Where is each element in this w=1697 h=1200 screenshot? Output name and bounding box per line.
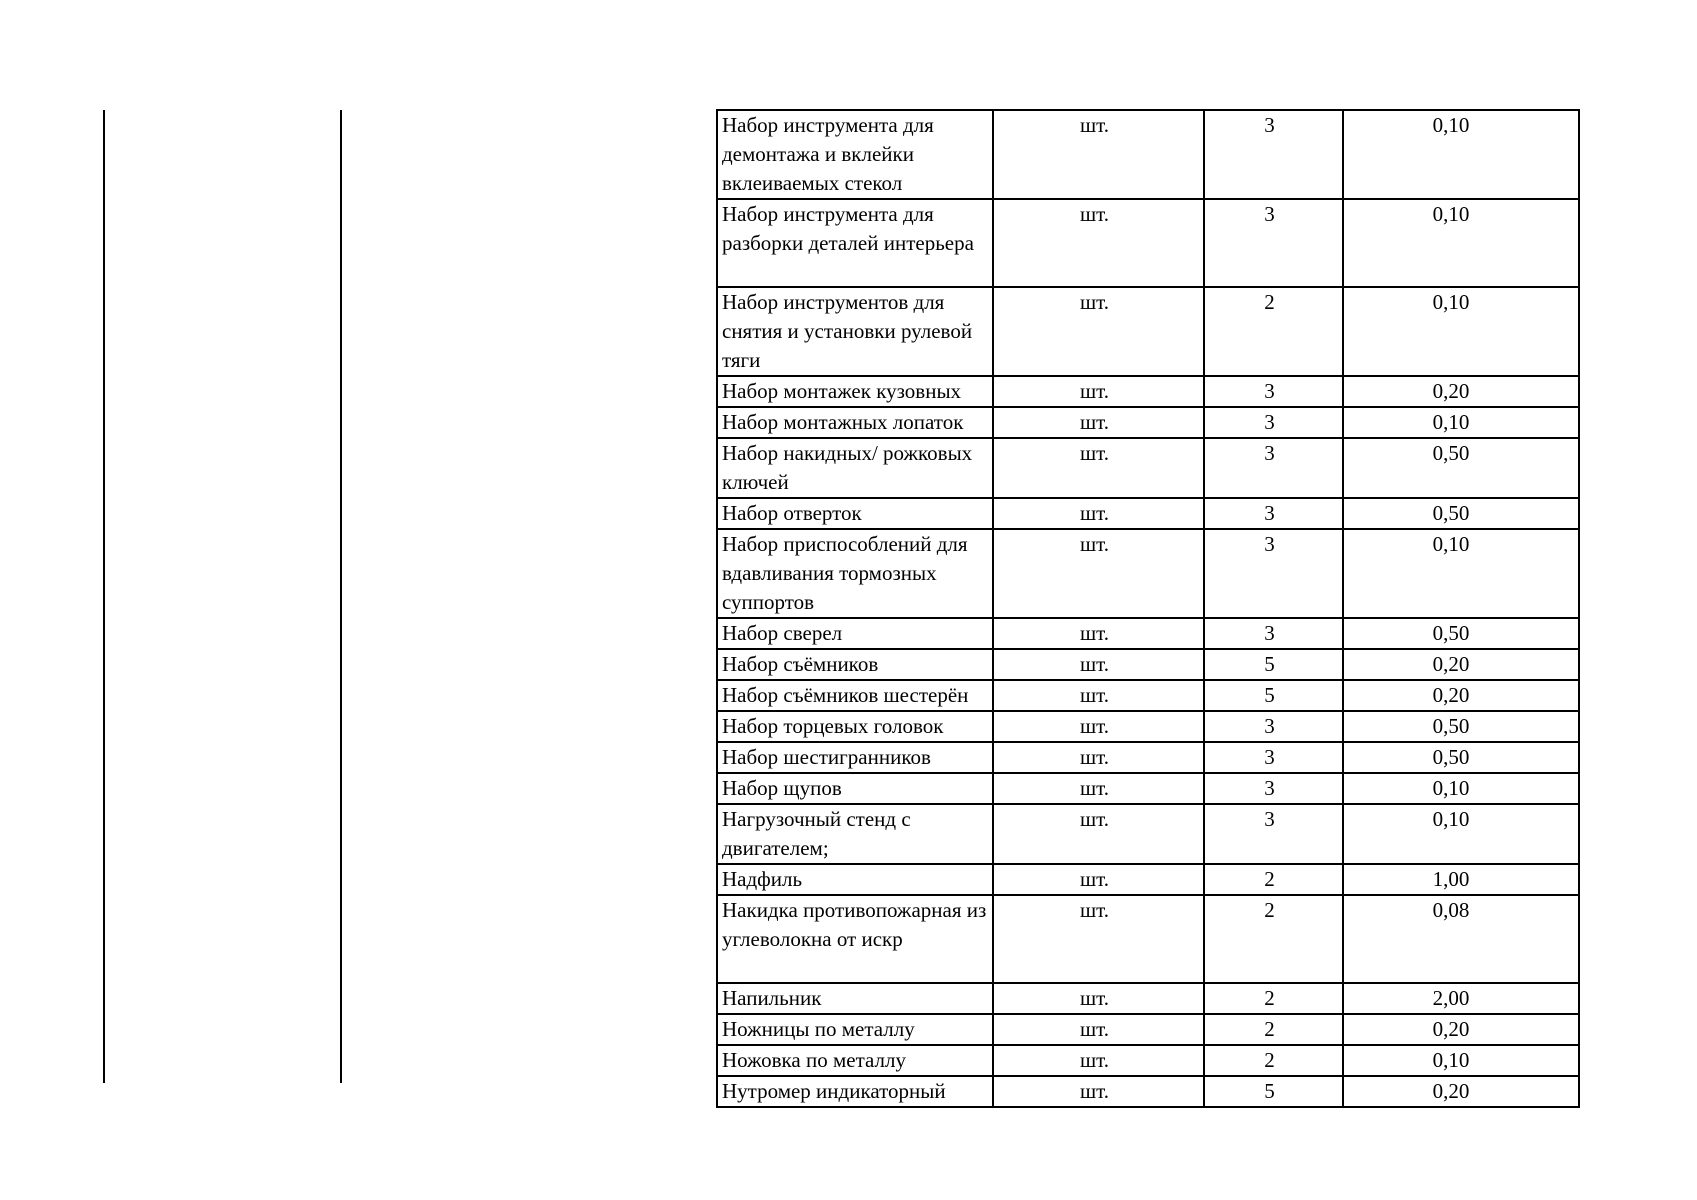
unit-cell	[993, 407, 1204, 438]
item-name-cell	[717, 529, 993, 618]
norm-cell-text: 0,20	[1432, 1079, 1470, 1103]
norm-cell-text: 0,10	[1432, 113, 1470, 137]
item-name-cell-text: Нагрузочный стенд с двигателем;	[722, 807, 911, 860]
unit-cell	[993, 804, 1204, 864]
item-name-cell	[717, 804, 993, 864]
quantity-cell	[1204, 864, 1343, 895]
quantity-cell	[1204, 773, 1343, 804]
item-name-cell-text: Нутромер индикаторный	[722, 1079, 946, 1103]
quantity-cell	[1204, 287, 1343, 376]
table-row	[717, 804, 1579, 864]
quantity-cell-text: 3	[1264, 501, 1275, 525]
quantity-cell	[1204, 1014, 1343, 1045]
table-row	[717, 287, 1579, 376]
table-row	[717, 649, 1579, 680]
item-name-cell-text: Ножницы по металлу	[722, 1017, 915, 1041]
table-row	[717, 407, 1579, 438]
unit-cell	[993, 287, 1204, 376]
item-name-cell	[717, 287, 993, 376]
norm-cell-text: 0,10	[1432, 807, 1470, 831]
norm-cell	[1343, 618, 1579, 649]
unit-cell-text: шт.	[1079, 898, 1110, 922]
unit-cell-text: шт.	[1079, 501, 1110, 525]
item-name-cell	[717, 773, 993, 804]
item-name-cell-text: Набор инструмента для разборки деталей интерьера	[722, 202, 974, 255]
norm-cell	[1343, 742, 1579, 773]
norm-cell-text: 0,50	[1432, 441, 1470, 465]
unit-cell-text: шт.	[1079, 1017, 1110, 1041]
item-name-cell-text: Набор съёмников шестерён	[722, 683, 969, 707]
quantity-cell	[1204, 895, 1343, 983]
item-name-cell-text: Набор накидных/ рожковых ключей	[722, 441, 973, 494]
quantity-cell	[1204, 680, 1343, 711]
unit-cell	[993, 498, 1204, 529]
norm-cell-text: 0,50	[1432, 745, 1470, 769]
item-name-cell-text: Набор сверел	[722, 621, 843, 645]
norm-cell-text: 0,10	[1432, 410, 1470, 434]
quantity-cell-text: 2	[1264, 898, 1275, 922]
item-name-cell-text: Накидка противопожарная из углеволокна от искр	[722, 898, 987, 951]
quantity-cell	[1204, 407, 1343, 438]
table-row	[717, 864, 1579, 895]
norm-cell-text: 0,20	[1432, 683, 1470, 707]
unit-cell-text: шт.	[1079, 621, 1110, 645]
item-name-cell-text: Набор шестигранников	[722, 745, 931, 769]
table-row	[717, 498, 1579, 529]
item-name-cell-text: Набор инструментов для снятия и установки рулевой тяги	[722, 290, 973, 372]
norm-cell	[1343, 773, 1579, 804]
unit-cell	[993, 438, 1204, 498]
item-name-cell	[717, 110, 993, 199]
unit-cell-text: шт.	[1079, 441, 1110, 465]
quantity-cell	[1204, 649, 1343, 680]
unit-cell-text: шт.	[1079, 113, 1110, 137]
item-name-cell	[717, 1045, 993, 1076]
item-name-cell-text: Надфиль	[722, 867, 803, 891]
unit-cell	[993, 983, 1204, 1014]
item-name-cell	[717, 1076, 993, 1107]
quantity-cell-text: 2	[1264, 1017, 1275, 1041]
item-name-cell	[717, 742, 993, 773]
item-name-cell-text: Набор монтажных лопаток	[722, 410, 964, 434]
unit-cell	[993, 376, 1204, 407]
table-row	[717, 529, 1579, 618]
unit-cell	[993, 1076, 1204, 1107]
table-row	[717, 1076, 1579, 1107]
quantity-cell-text: 3	[1264, 441, 1275, 465]
quantity-cell-text: 3	[1264, 776, 1275, 800]
norm-cell	[1343, 376, 1579, 407]
item-name-cell	[717, 1014, 993, 1045]
unit-cell	[993, 680, 1204, 711]
unit-cell	[993, 1014, 1204, 1045]
norm-cell	[1343, 110, 1579, 199]
unit-cell	[993, 529, 1204, 618]
quantity-cell	[1204, 983, 1343, 1014]
item-name-cell	[717, 711, 993, 742]
unit-cell	[993, 618, 1204, 649]
table-row	[717, 618, 1579, 649]
table-row	[717, 983, 1579, 1014]
unit-cell	[993, 711, 1204, 742]
norm-cell-text: 0,20	[1432, 379, 1470, 403]
quantity-cell	[1204, 618, 1343, 649]
unit-cell-text: шт.	[1079, 986, 1110, 1010]
norm-cell	[1343, 1045, 1579, 1076]
quantity-cell	[1204, 1076, 1343, 1107]
item-name-cell	[717, 199, 993, 287]
item-name-cell-text: Ножовка по металлу	[722, 1048, 906, 1072]
norm-cell-text: 0,50	[1432, 501, 1470, 525]
table-row	[717, 1014, 1579, 1045]
quantity-cell	[1204, 199, 1343, 287]
unit-cell-text: шт.	[1079, 1048, 1110, 1072]
item-name-cell-text: Набор щупов	[722, 776, 842, 800]
item-name-cell-text: Набор отверток	[722, 501, 862, 525]
item-name-cell	[717, 376, 993, 407]
quantity-cell-text: 2	[1264, 290, 1275, 314]
item-name-cell-text: Набор торцевых головок	[722, 714, 944, 738]
item-name-cell	[717, 864, 993, 895]
unit-cell-text: шт.	[1079, 714, 1110, 738]
quantity-cell	[1204, 529, 1343, 618]
unit-cell	[993, 742, 1204, 773]
item-name-cell	[717, 983, 993, 1014]
table-row	[717, 110, 1579, 199]
unit-cell-text: шт.	[1079, 867, 1110, 891]
quantity-cell	[1204, 110, 1343, 199]
quantity-cell-text: 2	[1264, 1048, 1275, 1072]
quantity-cell-text: 2	[1264, 867, 1275, 891]
quantity-cell	[1204, 1045, 1343, 1076]
item-name-cell-text: Набор приспособлений для вдавливания тормозных суппортов	[722, 532, 968, 614]
norm-cell-text: 0,20	[1432, 1017, 1470, 1041]
norm-cell	[1343, 649, 1579, 680]
quantity-cell	[1204, 376, 1343, 407]
norm-cell	[1343, 680, 1579, 711]
item-name-cell	[717, 895, 993, 983]
item-name-cell	[717, 498, 993, 529]
unit-cell-text: шт.	[1079, 532, 1110, 556]
unit-cell-text: шт.	[1079, 410, 1110, 434]
table-row	[717, 711, 1579, 742]
quantity-cell-text: 5	[1264, 683, 1275, 707]
equipment-table	[716, 109, 1580, 1108]
norm-cell-text: 0,10	[1432, 202, 1470, 226]
equipment-table-body	[717, 110, 1579, 1107]
norm-cell	[1343, 407, 1579, 438]
quantity-cell-text: 3	[1264, 745, 1275, 769]
norm-cell-text: 0,50	[1432, 714, 1470, 738]
quantity-cell-text: 3	[1264, 410, 1275, 434]
norm-cell	[1343, 983, 1579, 1014]
item-name-cell	[717, 680, 993, 711]
norm-cell-text: 0,50	[1432, 621, 1470, 645]
table-row	[717, 199, 1579, 287]
item-name-cell	[717, 618, 993, 649]
item-name-cell-text: Набор инструмента для демонтажа и вклейки вклеиваемых стекол	[722, 113, 934, 195]
quantity-cell-text: 5	[1264, 652, 1275, 676]
norm-cell	[1343, 438, 1579, 498]
unit-cell	[993, 649, 1204, 680]
norm-cell	[1343, 1076, 1579, 1107]
norm-cell	[1343, 711, 1579, 742]
norm-cell-text: 0,10	[1432, 290, 1470, 314]
norm-cell-text: 0,20	[1432, 652, 1470, 676]
quantity-cell-text: 3	[1264, 202, 1275, 226]
norm-cell	[1343, 804, 1579, 864]
quantity-cell-text: 3	[1264, 714, 1275, 738]
unit-cell-text: шт.	[1079, 745, 1110, 769]
table-row	[717, 742, 1579, 773]
norm-cell	[1343, 287, 1579, 376]
norm-cell	[1343, 199, 1579, 287]
quantity-cell	[1204, 438, 1343, 498]
unit-cell-text: шт.	[1079, 807, 1110, 831]
norm-cell-text: 0,10	[1432, 1048, 1470, 1072]
quantity-cell-text: 3	[1264, 807, 1275, 831]
unit-cell	[993, 773, 1204, 804]
quantity-cell	[1204, 804, 1343, 864]
norm-cell-text: 0,10	[1432, 532, 1470, 556]
unit-cell-text: шт.	[1079, 290, 1110, 314]
middle-column-border	[340, 110, 342, 1083]
norm-cell-text: 0,08	[1432, 898, 1470, 922]
norm-cell	[1343, 529, 1579, 618]
item-name-cell	[717, 407, 993, 438]
unit-cell	[993, 1045, 1204, 1076]
quantity-cell	[1204, 742, 1343, 773]
quantity-cell-text: 3	[1264, 113, 1275, 137]
item-name-cell	[717, 649, 993, 680]
quantity-cell-text: 5	[1264, 1079, 1275, 1103]
item-name-cell	[717, 438, 993, 498]
unit-cell	[993, 199, 1204, 287]
table-row	[717, 895, 1579, 983]
norm-cell-text: 1,00	[1432, 867, 1470, 891]
unit-cell	[993, 895, 1204, 983]
unit-cell-text: шт.	[1079, 379, 1110, 403]
left-column-border	[103, 110, 105, 1083]
table-row	[717, 680, 1579, 711]
quantity-cell-text: 2	[1264, 986, 1275, 1010]
unit-cell-text: шт.	[1079, 776, 1110, 800]
table-row	[717, 1045, 1579, 1076]
norm-cell	[1343, 1014, 1579, 1045]
unit-cell-text: шт.	[1079, 1079, 1110, 1103]
unit-cell-text: шт.	[1079, 202, 1110, 226]
norm-cell	[1343, 864, 1579, 895]
unit-cell-text: шт.	[1079, 683, 1110, 707]
quantity-cell-text: 3	[1264, 532, 1275, 556]
unit-cell	[993, 110, 1204, 199]
table-row	[717, 438, 1579, 498]
quantity-cell	[1204, 711, 1343, 742]
item-name-cell-text: Набор съёмников	[722, 652, 879, 676]
item-name-cell-text: Набор монтажек кузовных	[722, 379, 962, 403]
norm-cell-text: 2,00	[1432, 986, 1470, 1010]
table-row	[717, 376, 1579, 407]
item-name-cell-text: Напильник	[722, 986, 822, 1010]
table-row	[717, 773, 1579, 804]
norm-cell	[1343, 498, 1579, 529]
quantity-cell	[1204, 498, 1343, 529]
unit-cell-text: шт.	[1079, 652, 1110, 676]
norm-cell	[1343, 895, 1579, 983]
unit-cell	[993, 864, 1204, 895]
quantity-cell-text: 3	[1264, 379, 1275, 403]
quantity-cell-text: 3	[1264, 621, 1275, 645]
norm-cell-text: 0,10	[1432, 776, 1470, 800]
